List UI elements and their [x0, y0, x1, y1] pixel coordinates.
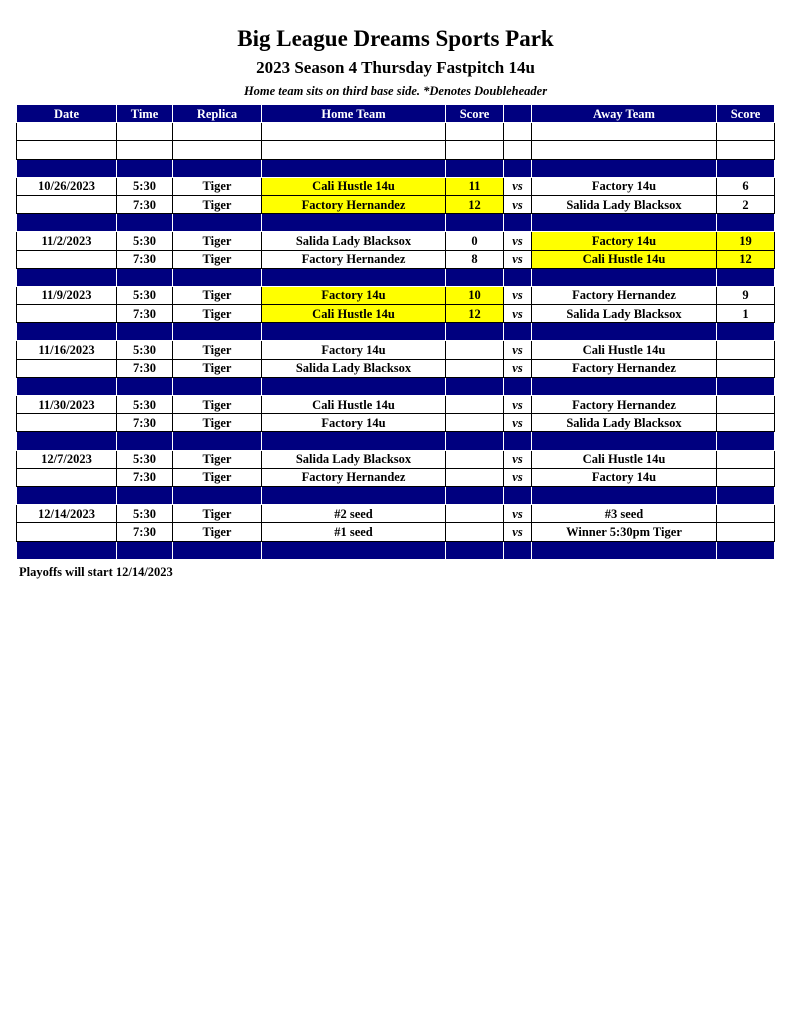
- game-date: 11/2/2023: [17, 232, 117, 250]
- home-score: [446, 468, 504, 486]
- away-score: 2: [717, 195, 775, 213]
- game-row: [17, 305, 775, 323]
- away-team: Cali Hustle 14u: [532, 250, 717, 268]
- game-row: [17, 250, 775, 268]
- game-row: [17, 396, 775, 414]
- week-separator-row: [17, 432, 775, 450]
- vs-label: vs: [504, 341, 532, 359]
- vs-label: vs: [504, 396, 532, 414]
- home-team: Factory 14u: [262, 414, 446, 432]
- home-score: [446, 523, 504, 541]
- column-header-time: Time: [117, 105, 173, 123]
- game-row: [17, 450, 775, 468]
- away-score: [717, 341, 775, 359]
- away-team: Factory Hernandez: [532, 286, 717, 304]
- field-name: Tiger: [173, 359, 262, 377]
- home-team: Factory Hernandez: [262, 195, 446, 213]
- field-name: Tiger: [173, 523, 262, 541]
- field-name: Tiger: [173, 396, 262, 414]
- game-row: [17, 341, 775, 359]
- column-header-replica: Replica: [173, 105, 262, 123]
- week-separator-row: [17, 377, 775, 395]
- vs-label: vs: [504, 414, 532, 432]
- vs-label: vs: [504, 468, 532, 486]
- home-score: [446, 505, 504, 523]
- home-score: 10: [446, 286, 504, 304]
- game-date: 11/16/2023: [17, 341, 117, 359]
- vs-label: vs: [504, 250, 532, 268]
- home-score: [446, 359, 504, 377]
- game-time: 5:30: [117, 232, 173, 250]
- home-team: Salida Lady Blacksox: [262, 232, 446, 250]
- home-team: #1 seed: [262, 523, 446, 541]
- game-time: 7:30: [117, 305, 173, 323]
- away-score: [717, 468, 775, 486]
- home-team: Cali Hustle 14u: [262, 177, 446, 195]
- column-header-home-score: Score: [446, 105, 504, 123]
- away-team: Factory 14u: [532, 468, 717, 486]
- away-team: Factory 14u: [532, 232, 717, 250]
- home-score: 0: [446, 232, 504, 250]
- game-row: [17, 286, 775, 304]
- field-name: Tiger: [173, 177, 262, 195]
- field-name: Tiger: [173, 450, 262, 468]
- game-time: 5:30: [117, 450, 173, 468]
- field-name: Tiger: [173, 232, 262, 250]
- away-score: 1: [717, 305, 775, 323]
- away-team: Salida Lady Blacksox: [532, 195, 717, 213]
- game-row: [17, 177, 775, 195]
- week-separator-row: [17, 486, 775, 504]
- away-team: Salida Lady Blacksox: [532, 305, 717, 323]
- away-score: [717, 414, 775, 432]
- vs-label: vs: [504, 286, 532, 304]
- game-date: 12/14/2023: [17, 505, 117, 523]
- vs-label: vs: [504, 195, 532, 213]
- home-team: Factory 14u: [262, 286, 446, 304]
- game-row: [17, 232, 775, 250]
- away-score: 19: [717, 232, 775, 250]
- game-time: 5:30: [117, 396, 173, 414]
- game-date: 12/7/2023: [17, 450, 117, 468]
- game-date: [17, 359, 117, 377]
- field-name: Tiger: [173, 468, 262, 486]
- vs-label: vs: [504, 305, 532, 323]
- game-time: 5:30: [117, 286, 173, 304]
- home-score: 12: [446, 195, 504, 213]
- home-team: Factory Hernandez: [262, 250, 446, 268]
- home-score: [446, 396, 504, 414]
- week-separator-row: [17, 323, 775, 341]
- vs-label: vs: [504, 177, 532, 195]
- page-subtitle: 2023 Season 4 Thursday Fastpitch 14u: [256, 58, 535, 77]
- field-name: Tiger: [173, 414, 262, 432]
- away-team: Cali Hustle 14u: [532, 450, 717, 468]
- schedule-note: Home team sits on third base side. *Denotes Doubleheader: [243, 84, 548, 98]
- game-date: [17, 468, 117, 486]
- blank-row: [17, 141, 775, 159]
- away-team: Factory Hernandez: [532, 396, 717, 414]
- schedule-body: [17, 123, 775, 560]
- home-team: Cali Hustle 14u: [262, 305, 446, 323]
- playoffs-note: Playoffs will start 12/14/2023: [19, 565, 173, 579]
- week-separator-row: [17, 214, 775, 232]
- game-row: [17, 505, 775, 523]
- game-time: 7:30: [117, 359, 173, 377]
- away-team: Salida Lady Blacksox: [532, 414, 717, 432]
- week-separator-row: [17, 541, 775, 559]
- home-score: 8: [446, 250, 504, 268]
- game-row: [17, 523, 775, 541]
- field-name: Tiger: [173, 505, 262, 523]
- field-name: Tiger: [173, 341, 262, 359]
- schedule-table: [16, 104, 775, 560]
- away-score: [717, 396, 775, 414]
- home-score: 12: [446, 305, 504, 323]
- week-separator-row: [17, 268, 775, 286]
- field-name: Tiger: [173, 286, 262, 304]
- away-score: 9: [717, 286, 775, 304]
- away-team: Cali Hustle 14u: [532, 341, 717, 359]
- column-header-date: Date: [17, 105, 117, 123]
- away-team: Winner 5:30pm Tiger: [532, 523, 717, 541]
- game-date: 11/30/2023: [17, 396, 117, 414]
- game-date: [17, 250, 117, 268]
- table-header-row: [17, 105, 775, 123]
- vs-label: vs: [504, 505, 532, 523]
- home-score: [446, 414, 504, 432]
- home-team: Cali Hustle 14u: [262, 396, 446, 414]
- game-time: 7:30: [117, 468, 173, 486]
- field-name: Tiger: [173, 195, 262, 213]
- game-time: 7:30: [117, 250, 173, 268]
- game-date: [17, 414, 117, 432]
- game-time: 5:30: [117, 505, 173, 523]
- away-score: [717, 505, 775, 523]
- vs-label: vs: [504, 232, 532, 250]
- away-score: 12: [717, 250, 775, 268]
- game-row: [17, 195, 775, 213]
- page-title: Big League Dreams Sports Park: [237, 26, 554, 51]
- game-time: 7:30: [117, 414, 173, 432]
- home-score: [446, 450, 504, 468]
- home-team: Salida Lady Blacksox: [262, 450, 446, 468]
- blank-row: [17, 123, 775, 141]
- game-row: [17, 468, 775, 486]
- game-date: [17, 195, 117, 213]
- game-time: 7:30: [117, 523, 173, 541]
- game-time: 5:30: [117, 177, 173, 195]
- home-score: 11: [446, 177, 504, 195]
- week-separator-row: [17, 159, 775, 177]
- home-team: Factory Hernandez: [262, 468, 446, 486]
- vs-label: vs: [504, 359, 532, 377]
- game-date: [17, 305, 117, 323]
- vs-label: vs: [504, 523, 532, 541]
- game-date: [17, 523, 117, 541]
- column-header-vs: [504, 105, 532, 123]
- away-team: Factory 14u: [532, 177, 717, 195]
- home-team: Factory 14u: [262, 341, 446, 359]
- away-team: #3 seed: [532, 505, 717, 523]
- away-team: Factory Hernandez: [532, 359, 717, 377]
- column-header-away-score: Score: [717, 105, 775, 123]
- game-time: 5:30: [117, 341, 173, 359]
- vs-label: vs: [504, 450, 532, 468]
- game-row: [17, 414, 775, 432]
- home-team: #2 seed: [262, 505, 446, 523]
- away-score: [717, 450, 775, 468]
- game-date: 10/26/2023: [17, 177, 117, 195]
- game-row: [17, 359, 775, 377]
- field-name: Tiger: [173, 250, 262, 268]
- home-team: Salida Lady Blacksox: [262, 359, 446, 377]
- home-score: [446, 341, 504, 359]
- field-name: Tiger: [173, 305, 262, 323]
- game-time: 7:30: [117, 195, 173, 213]
- game-date: 11/9/2023: [17, 286, 117, 304]
- away-score: [717, 359, 775, 377]
- column-header-home-team: Home Team: [262, 105, 446, 123]
- away-score: 6: [717, 177, 775, 195]
- away-score: [717, 523, 775, 541]
- column-header-away-team: Away Team: [532, 105, 717, 123]
